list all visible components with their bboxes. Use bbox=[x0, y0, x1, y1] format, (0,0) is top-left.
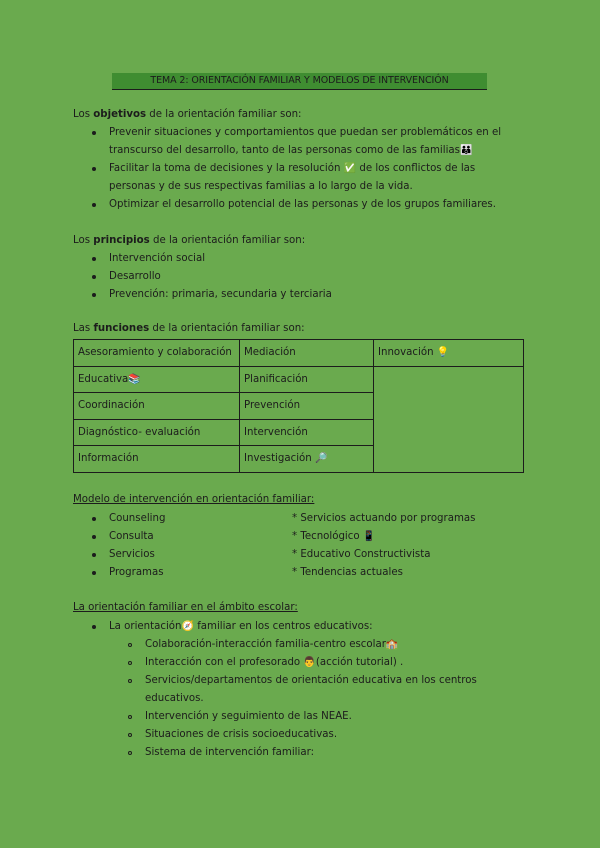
page-title: TEMA 2: ORIENTACIÓN FAMILIAR Y MODELOS DE INTERVENCIÓN bbox=[112, 73, 487, 90]
escolar-sub-3-cont: educativos. bbox=[145, 693, 204, 704]
table-cell: Planificación bbox=[240, 366, 374, 393]
funciones-intro: Las funciones de la orientación familiar son: bbox=[73, 323, 305, 334]
table-cell: Intervención bbox=[240, 419, 374, 446]
objetivo-2-cont: personas y de sus respectivas familias a lo largo de la vida. bbox=[109, 181, 413, 192]
table-cell: Asesoramiento y colaboración bbox=[74, 340, 240, 367]
objetivos-intro: Los objetivos de la orientación familiar son: bbox=[73, 109, 302, 120]
bullet-dot bbox=[92, 257, 96, 261]
family-icon: 👪 bbox=[459, 145, 473, 156]
table-cell: Prevención bbox=[240, 393, 374, 420]
modelo-right-1: * Servicios actuando por programas bbox=[292, 513, 476, 524]
school-icon: 🏫 bbox=[385, 639, 399, 650]
bullet-dot bbox=[92, 553, 96, 557]
sub-bullet bbox=[128, 643, 132, 647]
sub-bullet bbox=[128, 751, 132, 755]
table-cell: Educativa📚 bbox=[74, 366, 240, 393]
bullet-dot bbox=[92, 131, 96, 135]
escolar-sub-6: Sistema de intervención familiar: bbox=[145, 747, 315, 758]
bullet-dot bbox=[92, 535, 96, 539]
bullet-dot bbox=[92, 167, 96, 171]
modelo-right-3: * Educativo Constructivista bbox=[292, 549, 431, 560]
principio-2: Desarrollo bbox=[109, 271, 161, 282]
bullet-dot bbox=[92, 275, 96, 279]
lightbulb-icon: 💡 bbox=[436, 347, 450, 359]
sub-bullet bbox=[128, 715, 132, 719]
escolar-heading: La orientación familiar en el ámbito escolar: bbox=[73, 602, 298, 613]
table-cell: Innovación 💡 bbox=[374, 340, 524, 367]
escolar-sub-3: Servicios/departamentos de orientación educativa en los centros bbox=[145, 675, 477, 686]
bullet-dot bbox=[92, 625, 96, 629]
escolar-sub-1: Colaboración-interacción familia-centro escolar🏫 bbox=[145, 639, 399, 650]
bullet-dot bbox=[92, 571, 96, 575]
sub-bullet bbox=[128, 661, 132, 665]
table-cell: Información bbox=[74, 446, 240, 473]
principio-3: Prevención: primaria, secundaria y terciaria bbox=[109, 289, 332, 300]
table-cell: Mediación bbox=[240, 340, 374, 367]
modelo-left-1: Counseling bbox=[109, 513, 166, 524]
check-icon: ✅ bbox=[343, 163, 357, 174]
funciones-table bbox=[73, 339, 524, 473]
escolar-sub-5: Situaciones de crisis socioeducativas. bbox=[145, 729, 338, 740]
modelo-left-2: Consulta bbox=[109, 531, 154, 542]
modelo-right-4: * Tendencias actuales bbox=[292, 567, 403, 578]
objetivo-2: Facilitar la toma de decisiones y la resolución ✅ de los conflictos de las bbox=[109, 163, 476, 174]
escolar-sub-2: Interacción con el profesorado 👨(acción tutorial) . bbox=[145, 657, 404, 668]
table-cell: Diagnóstico- evaluación bbox=[74, 419, 240, 446]
modelo-right-2: * Tecnológico 📱 bbox=[292, 531, 376, 542]
sub-bullet bbox=[128, 679, 132, 683]
modelo-left-4: Programas bbox=[109, 567, 164, 578]
phone-icon: 📱 bbox=[362, 531, 376, 542]
magnifier-icon: 🔎 bbox=[314, 453, 328, 465]
principio-1: Intervención social bbox=[109, 253, 206, 264]
bullet-dot bbox=[92, 517, 96, 521]
modelo-heading: Modelo de intervención en orientación familiar: bbox=[73, 494, 315, 505]
escolar-sub-4: Intervención y seguimiento de las NEAE. bbox=[145, 711, 352, 722]
objetivo-1: Prevenir situaciones y comportamientos que puedan ser problemáticos en el bbox=[109, 127, 502, 138]
principios-intro: Los principios de la orientación familiar son: bbox=[73, 235, 306, 246]
books-icon: 📚 bbox=[128, 373, 141, 385]
objetivo-1-cont: transcurso del desarrollo, tanto de las personas como de las familias👪 bbox=[109, 145, 473, 156]
table-cell: Coordinación bbox=[74, 393, 240, 420]
objetivo-3: Optimizar el desarrollo potencial de las personas y de los grupos familiares. bbox=[109, 199, 496, 210]
teacher-icon: 👨 bbox=[303, 657, 316, 668]
sub-bullet bbox=[128, 733, 132, 737]
compass-icon: 🧭 bbox=[181, 621, 194, 632]
bullet-dot bbox=[92, 293, 96, 297]
table-cell-empty bbox=[374, 366, 524, 472]
table-cell: Investigación 🔎 bbox=[240, 446, 374, 473]
escolar-main: La orientación🧭 familiar en los centros educativos: bbox=[109, 621, 373, 632]
bullet-dot bbox=[92, 203, 96, 207]
modelo-left-3: Servicios bbox=[109, 549, 155, 560]
